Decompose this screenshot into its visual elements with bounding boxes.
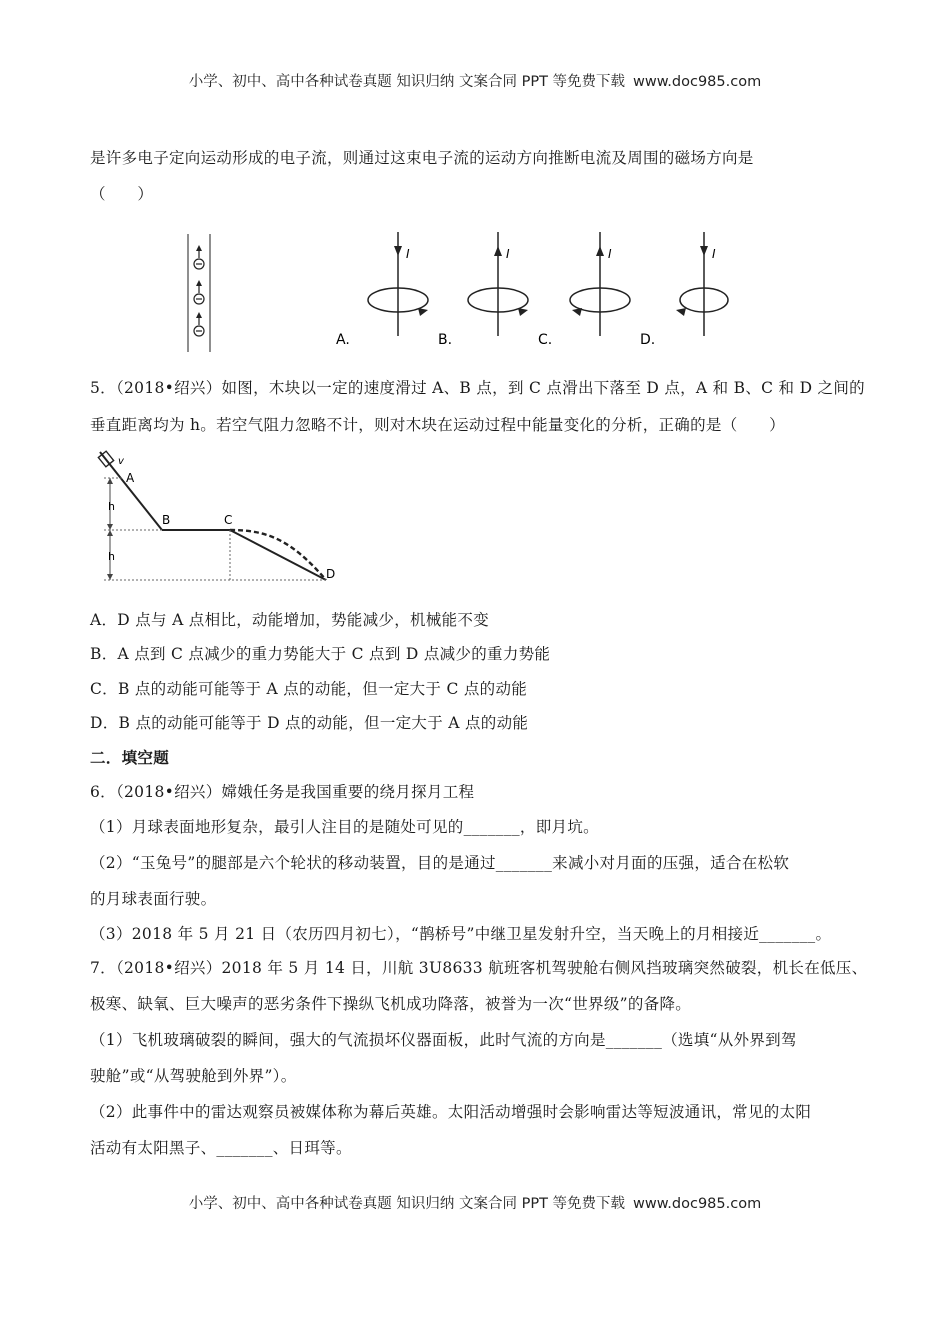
q5-option-a: A．D 点与 A 点相比，动能增加，势能减少，机械能不变 — [90, 611, 489, 629]
point-a-label: A — [126, 471, 135, 485]
header-url[interactable]: www.doc985.com — [633, 74, 762, 90]
q4-answer-paren: （ ） — [90, 185, 154, 203]
q6-part2-line1: （2）“玉兔号”的腿部是六个轮状的移动装置，目的是通过_______来减小对月面的压强，适合在松软 — [90, 854, 790, 872]
option-d-diagram — [640, 232, 728, 348]
q7-stem-line1: 7．（2018•绍兴）2018 年 5 月 14 日，川航 3U8633 航班客机驾驶舱右侧风挡玻璃突然破裂，机长在低压、 — [90, 959, 868, 977]
option-d-current-label: I — [712, 247, 716, 261]
q6-part3: （3）2018 年 5 月 21 日（农历四月初七），“鹊桥号”中继卫星发射升空，当天晚上的月相接近_______。 — [90, 925, 832, 943]
q7-part1-line2: 驶舱”或“从驾驶舱到外界”）。 — [90, 1067, 297, 1085]
q7-stem-line2: 极寒、缺氧、巨大噪声的恶劣条件下操纵飞机成功降落，被誉为一次“世界级”的备降。 — [90, 995, 692, 1013]
option-a-current-label: I — [406, 247, 410, 261]
section-title: 二．填空题 — [90, 749, 170, 767]
q7-part2-line1: （2）此事件中的雷达观察员被媒体称为幕后英雄。太阳活动增强时会影响雷达等短波通讯，常见的太阳 — [90, 1103, 812, 1121]
q4-text-line1: 是许多电子定向运动形成的电子流，则通过这束电子流的运动方向推断电流及周围的磁场方向是 — [90, 149, 754, 167]
option-b-current-label: I — [506, 247, 510, 261]
q5-option-b: B．A 点到 C 点减少的重力势能大于 C 点到 D 点减少的重力势能 — [90, 645, 551, 663]
height-label-lower: h — [108, 550, 115, 563]
option-c-diagram — [538, 232, 630, 348]
q4-figure — [170, 226, 730, 356]
q6-stem: 6．（2018•绍兴）嫦娥任务是我国重要的绕月探月工程 — [90, 783, 475, 801]
header-text: 小学、初中、高中各种试卷真题 知识归纳 文案合同 PPT 等免费下载 — [188, 74, 626, 90]
q5-text-line1: 5．（2018•绍兴）如图，木块以一定的速度滑过 A、B 点，到 C 点滑出下落至 D 点，A 和 B、C 和 D 之间的 — [90, 379, 865, 397]
q5-option-c: C．B 点的动能可能等于 A 点的动能，但一定大于 C 点的动能 — [90, 680, 528, 698]
q6-part2-line2: 的月球表面行驶。 — [90, 890, 217, 908]
point-d-label: D — [326, 567, 336, 581]
electron-beam — [188, 234, 210, 352]
q7-part2-line2: 活动有太阳黑子、_______、日珥等。 — [90, 1139, 352, 1157]
electron-3 — [194, 312, 204, 336]
option-b-diagram — [438, 232, 528, 348]
option-a-label: A. — [336, 332, 350, 348]
point-c-label: C — [224, 513, 233, 527]
page-header — [0, 70, 950, 91]
q6-part1: （1）月球表面地形复杂，最引人注目的是随处可见的_______，即月坑。 — [90, 818, 599, 836]
page-footer — [0, 1192, 950, 1213]
footer-url[interactable]: www.doc985.com — [633, 1196, 762, 1212]
option-c-current-label: I — [608, 247, 612, 261]
electron-1 — [194, 245, 204, 269]
option-c-label: C. — [538, 332, 553, 348]
q5-figure — [90, 448, 350, 588]
option-b-label: B. — [438, 332, 453, 348]
option-a-diagram — [336, 232, 428, 348]
footer-text: 小学、初中、高中各种试卷真题 知识归纳 文案合同 PPT 等免费下载 — [188, 1196, 626, 1212]
q5-option-d: D．B 点的动能可能等于 D 点的动能，但一定大于 A 点的动能 — [90, 714, 529, 732]
point-b-label: B — [162, 513, 171, 527]
option-d-label: D. — [640, 332, 656, 348]
electron-2 — [194, 280, 204, 304]
height-label-upper: h — [108, 500, 115, 513]
q5-text-line2: 垂直距离均为 h。若空气阻力忽略不计，则对木块在运动过程中能量变化的分析，正确的是（ ） — [90, 416, 785, 434]
velocity-label: v — [118, 456, 124, 467]
q7-part1-line1: （1）飞机玻璃破裂的瞬间，强大的气流损坏仪器面板，此时气流的方向是_______（选填“从外界到驾 — [90, 1031, 797, 1049]
